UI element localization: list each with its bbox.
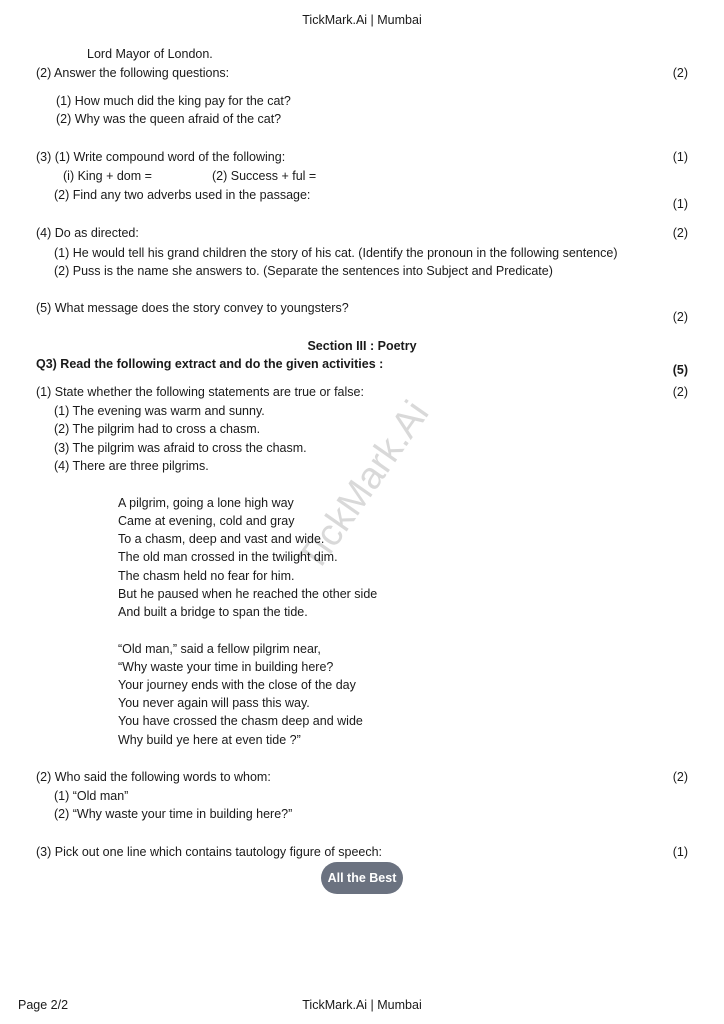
a1-text: (1) State whether the following statements are true or false: [36, 385, 364, 399]
a1-marks: (2) [672, 385, 688, 399]
poem-line: The chasm held no fear for him. [118, 569, 295, 583]
a1-item-1: (1) The evening was warm and sunny. [54, 404, 265, 418]
q3-heading-marks: (5) [672, 363, 688, 377]
q3-part-1: (i) King + dom = [63, 169, 152, 183]
poem-line: “Old man,” said a fellow pilgrim near, [118, 642, 321, 656]
q3-part-2: (2) Success + ful = [212, 169, 317, 183]
q3-heading: Q3) Read the following extract and do the given activities : [36, 357, 384, 371]
a2-text: (2) Who said the following words to whom: [36, 770, 271, 784]
q4-item-1: (1) He would tell his grand children the story of his cat. (Identify the pronoun in the following sentence) [54, 246, 618, 260]
poem-line: You have crossed the chasm deep and wide [118, 714, 363, 728]
q5-text: (5) What message does the story convey to youngsters? [36, 301, 349, 315]
a2-item-1: (1) “Old man” [54, 789, 129, 803]
a2-item-2: (2) “Why waste your time in building here?” [54, 807, 293, 821]
q2-item-1: (1) How much did the king pay for the cat? [56, 94, 291, 108]
poem-line: And built a bridge to span the tide. [118, 605, 308, 619]
carry-line: Lord Mayor of London. [87, 47, 213, 61]
poem-line: “Why waste your time in building here? [118, 660, 334, 674]
q3-sub2: (2) Find any two adverbs used in the passage: [54, 188, 311, 202]
a1-item-3: (3) The pilgrim was afraid to cross the chasm. [54, 441, 307, 455]
poem-line: You never again will pass this way. [118, 696, 310, 710]
poem-line: To a chasm, deep and vast and wide. [118, 532, 325, 546]
a2-marks: (2) [672, 770, 688, 784]
a3-text: (3) Pick out one line which contains tautology figure of speech: [36, 845, 383, 859]
q3-marks: (1) [672, 150, 688, 164]
q4-marks: (2) [672, 226, 688, 240]
page-number: Page 2/2 [18, 998, 69, 1012]
a1-item-2: (2) The pilgrim had to cross a chasm. [54, 422, 261, 436]
a3-marks: (1) [672, 845, 688, 859]
watermark: TickMark.Ai [290, 393, 438, 580]
q5-marks: (2) [672, 310, 688, 324]
q2-item-2: (2) Why was the queen afraid of the cat? [56, 112, 282, 126]
q4-item-2: (2) Puss is the name she answers to. (Separate the sentences into Subject and Predicate) [54, 264, 553, 278]
q3-sub2-marks: (1) [672, 197, 688, 211]
q2-marks: (2) [672, 66, 688, 80]
q4-text: (4) Do as directed: [36, 226, 139, 240]
poem-line: But he paused when he reached the other side [118, 587, 378, 601]
a1-item-4: (4) There are three pilgrims. [54, 459, 209, 473]
q3-text: (3) (1) Write compound word of the following: [36, 150, 286, 164]
all-the-best-badge: All the Best [321, 862, 403, 894]
poem-line: Your journey ends with the close of the day [118, 678, 356, 692]
poem-line: A pilgrim, going a lone high way [118, 496, 294, 510]
page-header: TickMark.Ai | Mumbai [302, 13, 422, 27]
poem-line: The old man crossed in the twilight dim. [118, 550, 338, 564]
poem-line: Came at evening, cold and gray [118, 514, 295, 528]
page-footer: TickMark.Ai | Mumbai [302, 998, 422, 1012]
poem-line: Why build ye here at even tide ?” [118, 733, 301, 747]
q2-text: (2) Answer the following questions: [36, 66, 230, 80]
section-title: Section III : Poetry [307, 339, 417, 353]
